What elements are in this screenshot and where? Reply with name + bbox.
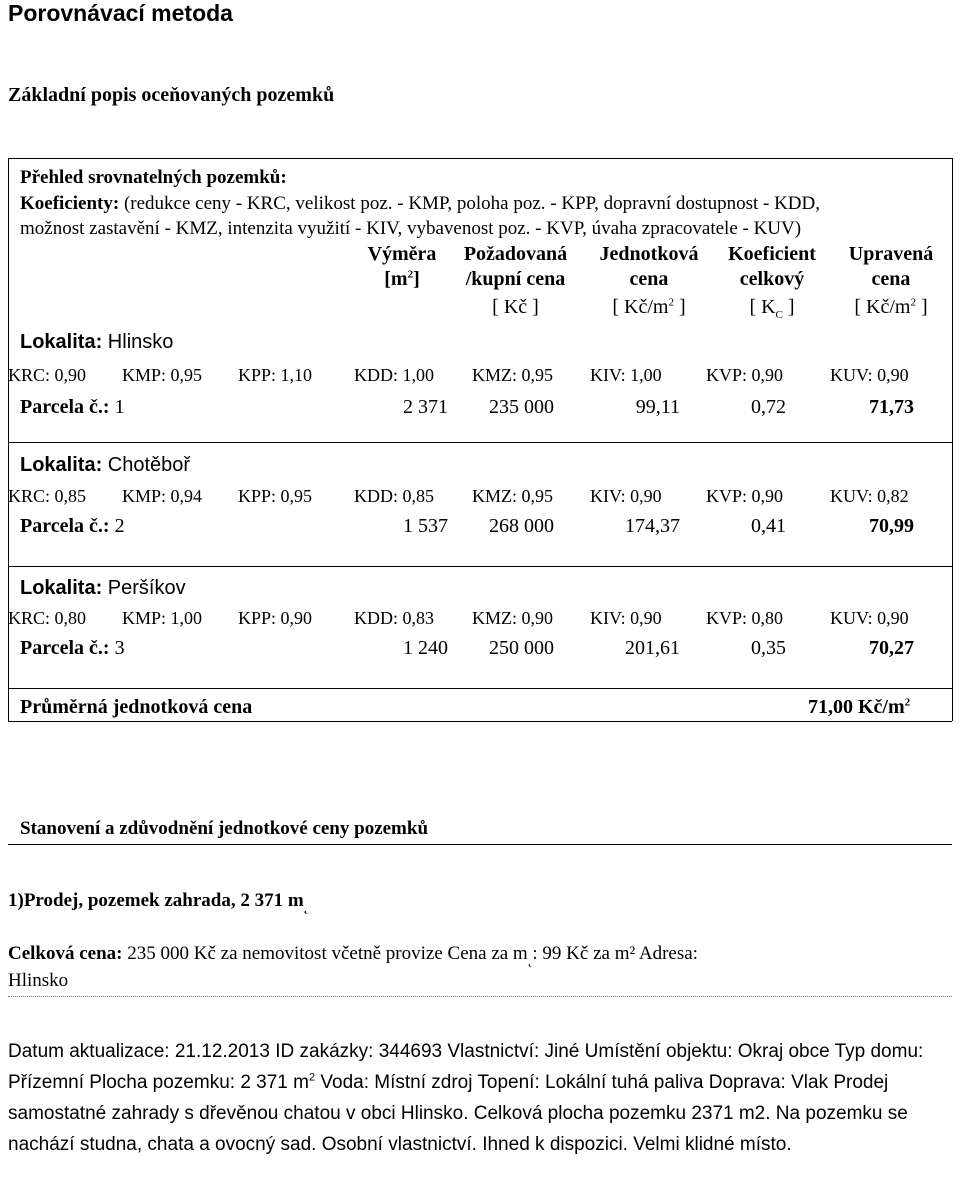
unit-text: [ Kč/m — [854, 296, 911, 318]
locality-heading — [20, 577, 186, 600]
coef-kmz: KMZ: 0,95 — [472, 486, 553, 506]
parcel-number: 1 — [109, 396, 125, 418]
cell-vymera: 1 537 — [403, 515, 448, 537]
total-price-line — [8, 943, 698, 969]
locality-label: Lokalita: — [20, 454, 103, 476]
total-price-text: 235 000 Kč za nemovitost včetně provize Cena za m — [122, 943, 528, 964]
coef-kmz: KMZ: 0,95 — [472, 365, 553, 385]
cell-upravena: 70,27 — [869, 637, 914, 659]
parcel-label-text: Parcela č.: — [20, 396, 110, 418]
section-underline — [8, 844, 952, 845]
average-price-value — [808, 696, 910, 719]
locality-label: Lokalita: — [20, 331, 103, 353]
coef-kmp: KMP: 0,94 — [122, 486, 203, 506]
listing-title — [8, 890, 308, 916]
dotted-separator — [8, 996, 952, 997]
coef-kmz: KMZ: 0,90 — [472, 608, 553, 628]
coef-krc: KRC: 0,85 — [8, 486, 87, 506]
locality-heading — [20, 331, 173, 354]
valuation-section-title: Stanovení a zdůvodnění jednotkové ceny pozemků — [20, 818, 429, 839]
cell-jednotkova: 174,37 — [625, 515, 680, 537]
parcel-number: 3 — [109, 637, 125, 659]
locality-name: Chotěboř — [102, 454, 191, 476]
parcel-label — [20, 396, 125, 419]
header-text: cena — [629, 268, 669, 290]
coef-kdd: KDD: 0,83 — [354, 608, 434, 628]
header-unit — [584, 296, 714, 319]
unit-text: ] — [915, 296, 928, 318]
total-price-text: : 99 Kč za m² Adresa: — [532, 943, 698, 964]
cell-cena: 250 000 — [489, 637, 554, 659]
coefficients-label: Koeficienty: — [20, 193, 120, 214]
coef-kvp: KVP: 0,80 — [706, 608, 784, 628]
listing-title-text: 1)Prodej, pozemek zahrada, 2 371 m — [8, 890, 304, 911]
cell-cena: 268 000 — [489, 515, 554, 537]
locality-heading — [20, 454, 190, 477]
coefficients-legend-line1 — [20, 193, 820, 215]
header-unit — [832, 296, 950, 319]
header-unit — [712, 296, 832, 319]
cell-koeficient: 0,41 — [751, 515, 786, 537]
coef-kvp: KVP: 0,90 — [706, 486, 784, 506]
locality-name: Peršíkov — [102, 577, 186, 599]
cell-upravena: 71,73 — [869, 396, 914, 418]
coef-kdd: KDD: 1,00 — [354, 365, 434, 385]
locality-label: Lokalita: — [20, 577, 103, 599]
unit-text: [m — [384, 268, 408, 290]
cell-jednotkova: 99,11 — [635, 396, 680, 418]
parcel-label-text: Parcela č.: — [20, 637, 110, 659]
section-title: Základní popis oceňovaných pozemků — [8, 84, 335, 106]
coefficients-legend-line2: možnost zastavění - KMZ, intenzita využití - KIV, vybavenost poz. - KVP, úvaha zpracovatele - KUV) — [20, 218, 802, 239]
coef-kuv: KUV: 0,90 — [830, 365, 909, 385]
locality-name: Hlinsko — [102, 331, 174, 353]
header-text: Upravená — [848, 243, 934, 265]
unit-exponent: 2 — [668, 296, 674, 309]
unit-text: ] — [782, 296, 795, 318]
header-unit — [352, 268, 452, 291]
overview-title: Přehled srovnatelných pozemků: — [20, 167, 287, 188]
unit-glyph: ˛ — [527, 952, 533, 968]
listing-details — [8, 1036, 953, 1160]
average-price-label: Průměrná jednotková cena — [20, 696, 253, 718]
header-unit: [ Kč ] — [492, 296, 539, 318]
coef-kiv: KIV: 0,90 — [590, 486, 662, 506]
details-text: Datum aktualizace: 21.12.2013 ID zakázky: 344693 Vlastnictví: Jiné Umístění objektu: Okraj obce Typ domu: Přízemní Plocha pozemku: 2 371 m — [8, 1041, 924, 1093]
unit-text: [ Kč/m — [612, 296, 669, 318]
coef-krc: KRC: 0,80 — [8, 608, 87, 628]
coef-kmp: KMP: 1,00 — [122, 608, 203, 628]
average-value-text: 71,00 Kč/m — [808, 696, 905, 718]
coef-kpp: KPP: 0,95 — [238, 486, 313, 506]
parcel-number: 2 — [109, 515, 125, 537]
coef-krc: KRC: 0,90 — [8, 365, 87, 385]
header-text: Koeficient — [728, 243, 816, 265]
address-value: Hlinsko — [8, 970, 69, 991]
table-left-border — [8, 158, 9, 721]
cell-vymera: 1 240 — [403, 637, 448, 659]
cell-vymera: 2 371 — [403, 396, 448, 418]
coef-kmp: KMP: 0,95 — [122, 365, 203, 385]
unit-text: ] — [413, 268, 420, 290]
unit-subscript: C — [775, 309, 783, 321]
unit-glyph: ˛ — [303, 899, 309, 915]
cell-upravena: 70,99 — [869, 515, 914, 537]
coef-kpp: KPP: 0,90 — [238, 608, 313, 628]
coef-kuv: KUV: 0,82 — [830, 486, 909, 506]
coef-kvp: KVP: 0,90 — [706, 365, 784, 385]
block-separator — [8, 566, 952, 567]
parcel-label — [20, 637, 125, 660]
details-text: Voda: Místní zdroj Topení: Lokální tuhá paliva Doprava: Vlak Prodej samostatné zahrady s dřevěnou chatou v obci Hlinsko. Celková plocha pozemku 2371 m2. Na pozemku se nachází studna, chata a ovocný sad. Osobní vlastnictví. Ihned k dispozici. Velmi klidné místo. — [8, 1072, 908, 1155]
parcel-label — [20, 515, 125, 538]
coef-kdd: KDD: 0,85 — [354, 486, 434, 506]
table-top-border — [8, 158, 952, 159]
table-bottom-border — [8, 721, 952, 722]
cell-koeficient: 0,35 — [751, 637, 786, 659]
header-text: Jednotková — [599, 243, 699, 265]
unit-exponent: 2 — [407, 268, 414, 281]
coef-kiv: KIV: 0,90 — [590, 608, 662, 628]
header-text: Výměra — [367, 243, 437, 265]
parcel-label-text: Parcela č.: — [20, 515, 110, 537]
unit-exponent: 2 — [308, 1071, 316, 1084]
block-separator — [8, 442, 952, 443]
header-text: cena — [871, 268, 911, 290]
block-separator — [8, 688, 952, 689]
page-title: Porovnávací metoda — [8, 0, 233, 26]
unit-exponent: 2 — [910, 296, 916, 309]
coefficients-text: (redukce ceny - KRC, velikost poz. - KMP, poloha poz. - KPP, dopravní dostupnost - KDD, — [119, 193, 820, 214]
total-price-label: Celková cena: — [8, 943, 123, 964]
coef-kpp: KPP: 1,10 — [238, 365, 313, 385]
coef-kuv: KUV: 0,90 — [830, 608, 909, 628]
unit-text: [ K — [749, 296, 776, 318]
coef-kiv: KIV: 1,00 — [590, 365, 662, 385]
header-text: celkový — [739, 268, 805, 290]
unit-text: ] — [673, 296, 686, 318]
cell-jednotkova: 201,61 — [625, 637, 680, 659]
cell-cena: 235 000 — [489, 396, 554, 418]
cell-koeficient: 0,72 — [751, 396, 786, 418]
header-text: /kupní cena — [465, 268, 566, 290]
header-text: Požadovaná — [463, 243, 568, 265]
unit-exponent: 2 — [904, 696, 911, 709]
table-right-border — [952, 158, 953, 721]
